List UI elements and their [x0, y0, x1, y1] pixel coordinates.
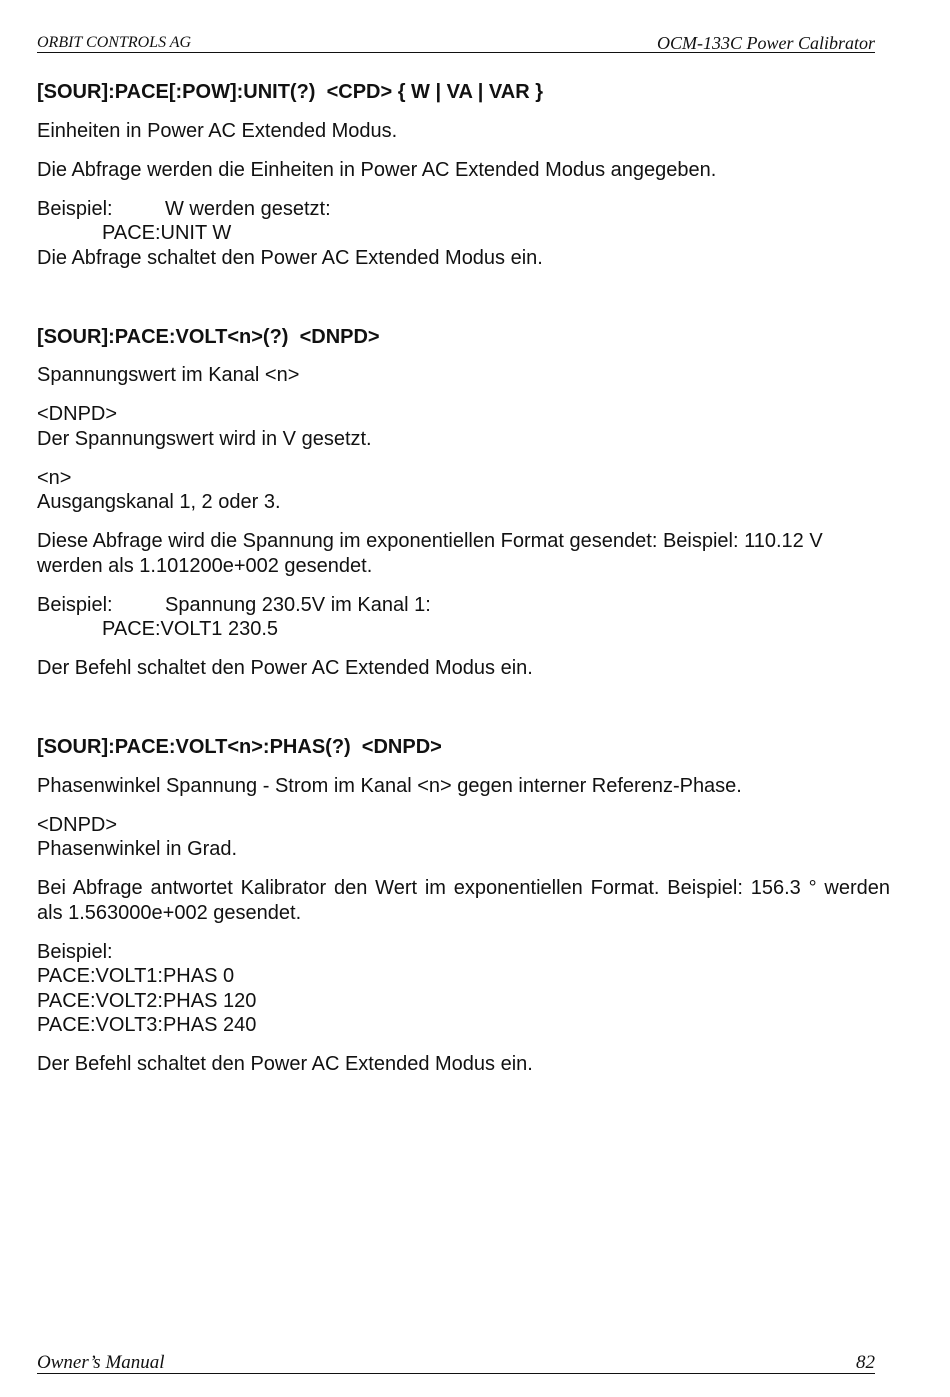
header-company: ORBIT CONTROLS AG [37, 34, 192, 51]
description: Die Abfrage schaltet den Power AC Extended Modus ein. [37, 246, 543, 269]
example-block [37, 940, 890, 1038]
parameter-block [37, 402, 890, 451]
command-heading: [SOUR]:PACE:VOLT<n>:PHAS(?) <DNPD> [37, 736, 442, 758]
parameter-description: Ausgangskanal 1, 2 oder 3. [37, 491, 281, 513]
example-label: Beispiel: [37, 593, 113, 616]
section-pace-volt-phas [37, 735, 890, 1077]
description: Die Abfrage werden die Einheiten in Power AC Extended Modus angegeben. [37, 158, 717, 181]
parameter-name: <DNPD> [37, 403, 118, 425]
parameter-description: Phasenwinkel in Grad. [37, 838, 238, 860]
example-block [37, 197, 890, 271]
description: Der Befehl schaltet den Power AC Extended Modus ein. [37, 1053, 533, 1075]
parameter-name: <n> [37, 466, 72, 489]
description: Bei Abfrage antwortet Kalibrator den Wert im exponentiellen Format. Beispiel: 156.3 ° werden als 1.563000e+002 gesendet. [37, 877, 890, 924]
parameter-block [37, 466, 890, 515]
example-text: W werden gesetzt: [165, 197, 331, 220]
example-command: PACE:UNIT W [102, 222, 232, 244]
page-header [37, 32, 875, 53]
footer-manual-title: Owner’s Manual [37, 1352, 165, 1373]
description: Phasenwinkel Spannung - Strom im Kanal <n> gegen interner Referenz-Phase. [37, 774, 742, 797]
example-block [37, 593, 890, 642]
description: Einheiten in Power AC Extended Modus. [37, 119, 398, 142]
example-label: Beispiel: [37, 940, 113, 963]
document-body [37, 80, 890, 1091]
parameter-name: <DNPD> [37, 813, 118, 836]
parameter-block [37, 813, 890, 862]
page-number: 82 [856, 1352, 875, 1373]
command-heading: [SOUR]:PACE[:POW]:UNIT(?) <CPD> { W | VA | VAR } [37, 81, 543, 103]
section-pace-unit [37, 80, 890, 270]
description: Der Befehl schaltet den Power AC Extended Modus ein. [37, 657, 533, 679]
example-command: PACE:VOLT1 230.5 [102, 618, 279, 640]
example-command: PACE:VOLT3:PHAS 240 [37, 1014, 257, 1036]
description: Diese Abfrage wird die Spannung im exponentiellen Format gesendet: Beispiel: 110.12 V werden als 1.101200e+002 gesendet. [37, 530, 823, 577]
parameter-description: Der Spannungswert wird in V gesetzt. [37, 427, 372, 450]
example-label: Beispiel: [37, 197, 113, 220]
example-command: PACE:VOLT2:PHAS 120 [37, 989, 257, 1012]
description: Spannungswert im Kanal <n> [37, 364, 300, 386]
command-heading: [SOUR]:PACE:VOLT<n>(?) <DNPD> [37, 325, 380, 348]
example-text: Spannung 230.5V im Kanal 1: [165, 593, 431, 616]
header-product: OCM-133C Power Calibrator [656, 33, 875, 53]
section-pace-volt [37, 325, 890, 681]
example-command: PACE:VOLT1:PHAS 0 [37, 965, 235, 987]
page-footer [37, 1352, 875, 1374]
